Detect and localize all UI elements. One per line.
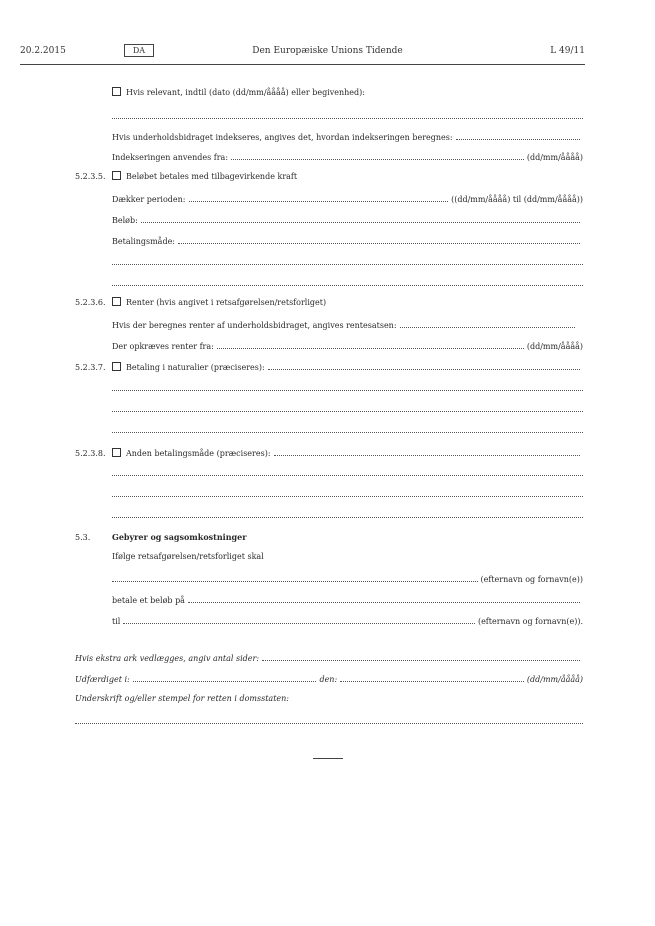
section-5237-row <box>75 359 583 373</box>
in-kind-extra-row <box>112 380 583 394</box>
section-5236-label: Renter (hvis angivet i retsafgørelsen/retsforliget) <box>126 298 327 307</box>
index-from-label: Indekseringen anvendes fra: <box>112 153 229 162</box>
section-53-row <box>75 530 583 544</box>
costs-intro-row <box>112 550 583 564</box>
period-field[interactable] <box>189 191 449 202</box>
period-label: Dækker perioden: <box>112 195 186 204</box>
amount-row <box>112 212 583 226</box>
payment-extra-row <box>112 275 583 289</box>
extra-sheets-row <box>75 650 583 664</box>
index-from-format: (dd/mm/åååå) <box>526 153 583 162</box>
other-payment-field-3[interactable] <box>112 486 583 497</box>
language-badge: DA <box>124 44 154 57</box>
payment-field[interactable] <box>178 233 580 244</box>
issued-date-label: den: <box>319 675 338 684</box>
section-5237-label: Betaling i naturalier (præciseres): <box>126 363 265 372</box>
issued-date-format: (dd/mm/åååå) <box>526 675 584 684</box>
creditor-name-hint: (efternavn og fornavn(e)). <box>477 617 583 626</box>
signature-field-row <box>75 713 583 727</box>
extra-sheets-field[interactable] <box>262 650 580 661</box>
index-from-field[interactable] <box>231 149 524 160</box>
index-label: Hvis underholdsbidraget indekseres, angives det, hvordan indekseringen beregnes: <box>112 133 453 142</box>
page-reference: L 49/11 <box>550 46 585 56</box>
section-53-number: 5.3. <box>75 533 91 542</box>
until-row <box>112 86 583 100</box>
until-field-row <box>112 108 583 122</box>
section-5237-number: 5.2.3.7. <box>75 363 106 372</box>
issued-date-field[interactable] <box>340 671 524 682</box>
section-53-title: Gebyrer og sagsomkostninger <box>112 532 247 542</box>
checkbox-5238[interactable] <box>112 448 121 457</box>
in-kind-field-3[interactable] <box>112 401 583 412</box>
section-5235-number: 5.2.3.5. <box>75 172 106 181</box>
header-date: 20.2.2015 <box>20 46 66 56</box>
in-kind-field-2[interactable] <box>112 380 583 391</box>
section-5238-label: Anden betalingsmåde (præciseres): <box>126 449 271 458</box>
rate-field[interactable] <box>400 317 575 328</box>
creditor-name-field[interactable] <box>123 613 475 624</box>
other-payment-extra-row <box>112 465 583 479</box>
section-5238-row <box>75 445 583 459</box>
index-field[interactable] <box>456 129 580 140</box>
amount-label: Beløb: <box>112 216 138 225</box>
until-field[interactable] <box>112 108 583 119</box>
creditor-name-row <box>112 613 583 627</box>
in-kind-field[interactable] <box>268 359 580 370</box>
interest-from-field[interactable] <box>217 338 524 349</box>
section-5238-number: 5.2.3.8. <box>75 449 106 458</box>
payment-extra-row <box>112 254 583 268</box>
index-from-row <box>112 149 583 163</box>
other-payment-extra-row <box>112 507 583 521</box>
end-divider <box>313 758 343 759</box>
costs-amount-label: betale et beløb på <box>112 596 185 605</box>
checkbox-until[interactable] <box>112 87 121 96</box>
debtor-name-row <box>112 571 583 585</box>
checkbox-5235[interactable] <box>112 171 121 180</box>
in-kind-extra-row <box>112 401 583 415</box>
extra-sheets-label: Hvis ekstra ark vedlægges, angiv antal sider: <box>75 654 260 663</box>
costs-amount-field[interactable] <box>188 592 580 603</box>
in-kind-field-4[interactable] <box>112 422 583 433</box>
section-5236-number: 5.2.3.6. <box>75 298 106 307</box>
other-payment-field[interactable] <box>274 445 580 456</box>
payment-row <box>112 233 583 247</box>
header-divider <box>20 64 585 65</box>
checkbox-5236[interactable] <box>112 297 121 306</box>
interest-from-row <box>112 338 583 352</box>
rate-row <box>112 317 578 331</box>
section-5235-label: Beløbet betales med tilbagevirkende kraft <box>126 172 298 181</box>
in-kind-extra-row <box>112 422 583 436</box>
signature-label: Underskrift og/eller stempel for retten i domsstaten: <box>75 694 289 703</box>
checkbox-5237[interactable] <box>112 362 121 371</box>
debtor-name-hint: (efternavn og fornavn(e)) <box>480 575 583 584</box>
issued-place-field[interactable] <box>133 671 317 682</box>
costs-amount-row <box>112 592 583 606</box>
signature-field[interactable] <box>75 713 583 724</box>
period-row <box>112 191 583 205</box>
interest-from-format: (dd/mm/åååå) <box>526 342 583 351</box>
rate-label: Hvis der beregnes renter af underholdsbidraget, angives rentesatsen: <box>112 321 397 330</box>
payment-label: Betalingsmåde: <box>112 237 175 246</box>
costs-intro: Ifølge retsafgørelsen/retsforliget skal <box>112 552 264 561</box>
other-payment-extra-row <box>112 486 583 500</box>
other-payment-field-4[interactable] <box>112 507 583 518</box>
interest-from-label: Der opkræves renter fra: <box>112 342 214 351</box>
signature-row <box>75 692 583 706</box>
payment-field-3[interactable] <box>112 275 583 286</box>
section-5235-row <box>75 170 583 184</box>
amount-field[interactable] <box>141 212 580 223</box>
creditor-to-label: til <box>112 617 121 626</box>
journal-title: Den Europæiske Unions Tidende <box>252 46 403 56</box>
debtor-name-field[interactable] <box>112 571 478 582</box>
period-format: ((dd/mm/åååå) til (dd/mm/åååå)) <box>451 195 583 204</box>
until-label: Hvis relevant, indtil (dato (dd/mm/åååå) eller begivenhed): <box>126 88 365 97</box>
other-payment-field-2[interactable] <box>112 465 583 476</box>
section-5236-row <box>75 296 583 310</box>
issued-row <box>75 671 583 685</box>
index-row <box>112 129 583 143</box>
issued-label: Udfærdiget i: <box>75 675 130 684</box>
payment-field-2[interactable] <box>112 254 583 265</box>
